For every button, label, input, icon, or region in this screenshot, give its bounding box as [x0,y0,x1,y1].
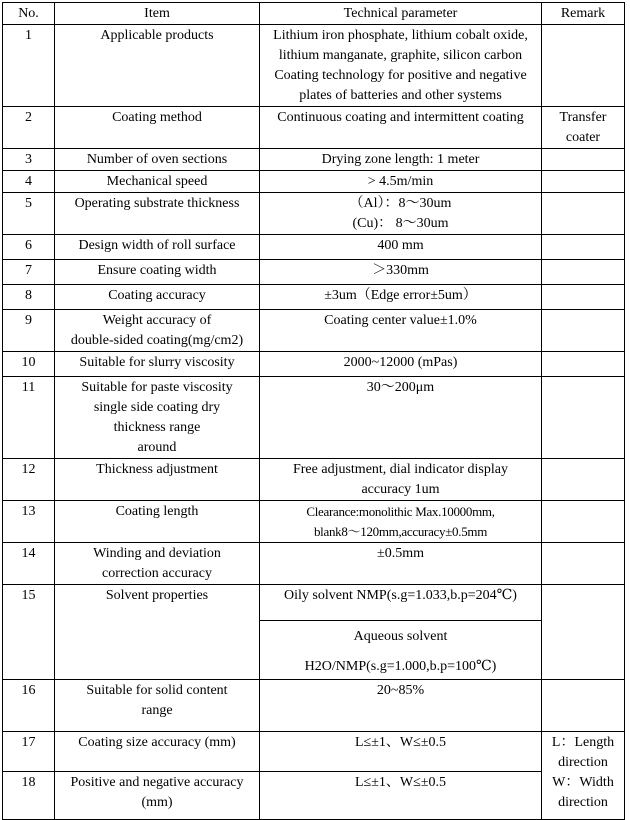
cell-no: 2 [3,107,55,149]
cell-remark [542,171,625,193]
cell-no: 8 [3,285,55,310]
cell-remark [542,732,625,820]
cell-no: 10 [3,352,55,377]
cell-line: direction [558,795,608,810]
cell-line: 30～200μm [366,380,435,395]
cell-item [55,680,260,732]
cell-param [260,285,542,310]
cell-param [260,772,542,820]
cell-item: Coating size accuracy (mm) [55,732,260,772]
cell-line: ＞330mm [372,263,429,278]
cell-remark [542,501,625,543]
cell-remark [542,260,625,285]
cell-line: 20~85% [376,683,425,698]
cell-line: blank8～120mm,accuracy±0.5mm [313,524,488,539]
header-param: Technical parameter [260,3,542,25]
cell-item: Design width of roll surface [55,235,260,260]
cell-line: Positive and negative accuracy [70,775,244,790]
cell-item: Thickness adjustment [55,459,260,501]
cell-remark [542,25,625,107]
cell-no: 3 [3,149,55,171]
cell-no: 4 [3,171,55,193]
cell-line: ±3um（Edge error±5um） [324,288,477,303]
cell-item [55,310,260,352]
table-row [3,772,625,820]
cell-remark [542,285,625,310]
cell-line: > 4.5m/min [367,174,434,189]
cell-line: ±0.5mm [377,546,424,561]
cell-param [260,377,542,459]
cell-line: thickness range [113,420,201,435]
cell-line: Coating center value±1.0% [324,313,477,328]
cell-remark [542,310,625,352]
cell-line: （Al）：8～30um [349,196,452,211]
cell-remark [542,680,625,732]
cell-line: plates of batteries and other systems [299,88,502,103]
table-row [3,149,625,171]
header-no: No. [3,3,55,25]
cell-remark [542,585,625,680]
cell-no: 17 [3,732,55,772]
cell-line: Suitable for paste viscosity [81,380,233,395]
table-row [3,285,625,310]
table-row [3,310,625,352]
cell-line: Clearance:monolithic Max.10000mm, [306,504,495,519]
cell-line: Suitable for solid content [86,683,228,698]
cell-item [55,772,260,820]
cell-remark [542,377,625,459]
cell-line: 400 mm [377,238,424,253]
cell-line: H2O/NMP(s.g=1.000,b.p=100℃) [304,659,497,674]
cell-param [260,501,542,543]
table-row [3,585,625,621]
cell-no: 18 [3,772,55,820]
cell-item: Ensure coating width [55,260,260,285]
cell-param [260,543,542,585]
cell-line: (mm) [141,795,173,810]
table-row [3,732,625,772]
table-row [3,352,625,377]
cell-line: lithium manganate, graphite, silicon carbon [278,48,523,63]
cell-line: (Cu)： 8～30um [352,216,449,231]
cell-line: L：Length [551,735,615,750]
cell-remark [542,107,625,149]
cell-no: 11 [3,377,55,459]
cell-no: 6 [3,235,55,260]
table-row [3,459,625,501]
cell-remark [542,149,625,171]
cell-param [260,107,542,149]
cell-line: Transfer [559,110,607,125]
cell-param [260,260,542,285]
cell-line: range [141,703,173,718]
cell-no: 16 [3,680,55,732]
cell-line: direction [558,755,608,770]
cell-line: coater [565,130,601,145]
cell-item [55,543,260,585]
cell-line: Weight accuracy of [102,313,212,328]
header-remark: Remark [542,3,625,25]
cell-line: W：Width [552,775,614,790]
cell-param [260,149,542,171]
table-row [3,171,625,193]
cell-line: Aqueous solvent [353,629,448,644]
table-row [3,543,625,585]
cell-param [260,193,542,235]
cell-line: Lithium iron phosphate, lithium cobalt oxide, [273,28,528,43]
cell-param [260,310,542,352]
cell-no: 7 [3,260,55,285]
cell-line: L≤±1、W≤±0.5 [355,775,446,790]
cell-item: Applicable products [55,25,260,107]
table-row [3,501,625,543]
cell-param [260,171,542,193]
cell-line: around [137,440,177,455]
cell-line: Drying zone length: 1 meter [321,152,480,167]
cell-remark [542,459,625,501]
cell-item: Coating accuracy [55,285,260,310]
cell-line: Winding and deviation [93,546,221,561]
cell-param [260,621,542,680]
table-row [3,680,625,732]
table-row [3,260,625,285]
cell-line: L≤±1、W≤±0.5 [355,735,446,750]
cell-param [260,352,542,377]
cell-no: 1 [3,25,55,107]
cell-item: Suitable for slurry viscosity [55,352,260,377]
cell-item: Solvent properties [55,585,260,680]
table-row [3,25,625,107]
table-row [3,377,625,459]
cell-item: Coating method [55,107,260,149]
cell-param [260,25,542,107]
cell-line: accuracy 1um [361,482,440,497]
cell-no: 14 [3,543,55,585]
cell-remark [542,235,625,260]
cell-remark [542,193,625,235]
spec-table [2,2,625,820]
cell-item: Number of oven sections [55,149,260,171]
cell-line: correction accuracy [102,566,212,581]
cell-line: Coating technology for positive and negative [274,68,527,83]
cell-line: double-sided coating(mg/cm2) [70,333,244,348]
cell-item: Coating length [55,501,260,543]
cell-no: 5 [3,193,55,235]
table-row [3,193,625,235]
cell-remark [542,352,625,377]
cell-no: 15 [3,585,55,680]
cell-no: 12 [3,459,55,501]
cell-line: Continuous coating and intermittent coating [277,110,524,125]
cell-remark [542,543,625,585]
cell-param [260,732,542,772]
cell-line: 2000~12000 (mPas) [343,355,458,370]
table-row [3,235,625,260]
cell-no: 13 [3,501,55,543]
cell-no: 9 [3,310,55,352]
cell-param [260,459,542,501]
cell-param [260,585,542,621]
cell-item: Mechanical speed [55,171,260,193]
cell-line: Oily solvent NMP(s.g=1.033,b.p=204℃) [284,588,517,603]
header-item: Item [55,3,260,25]
table-body [3,25,625,820]
header-row [3,3,625,25]
table-row [3,107,625,149]
cell-line: single side coating dry [93,400,221,415]
cell-item [55,377,260,459]
cell-item: Operating substrate thickness [55,193,260,235]
cell-param [260,680,542,732]
cell-line: Free adjustment, dial indicator display [292,462,508,477]
cell-param [260,235,542,260]
